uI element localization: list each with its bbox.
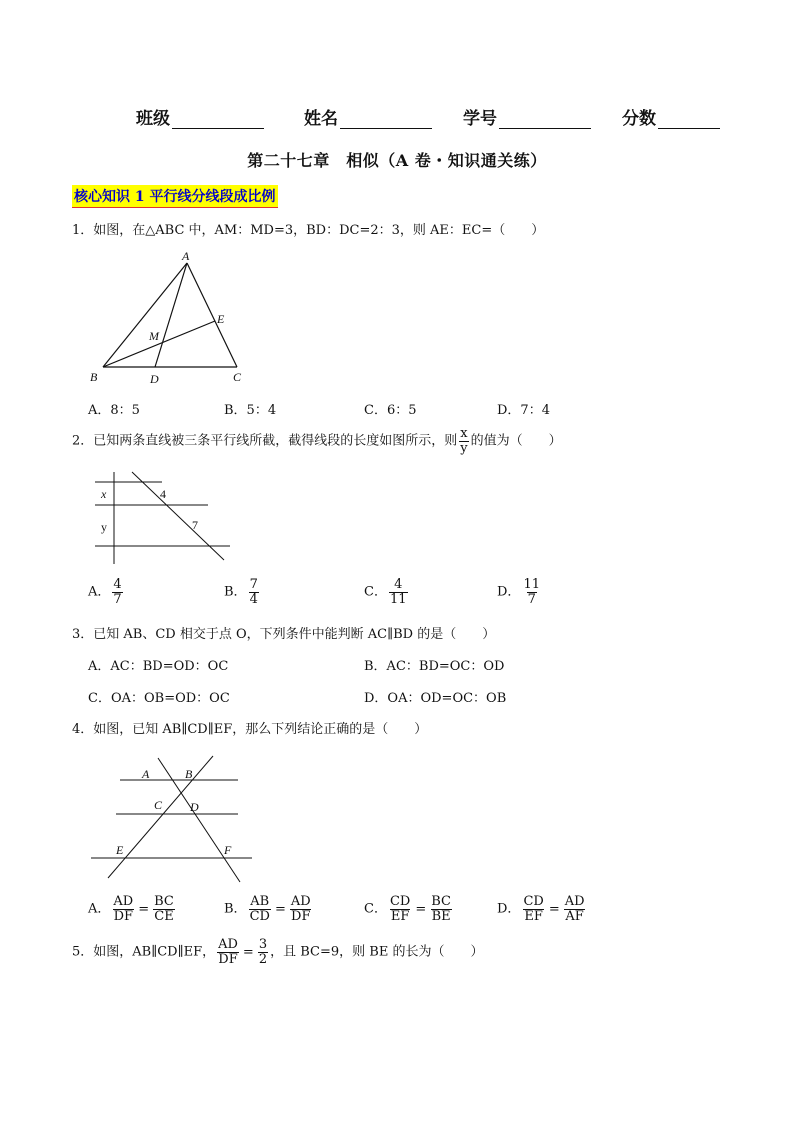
- q2-label-x: x: [101, 487, 107, 501]
- q5-text: [72, 938, 483, 966]
- q2-text: [72, 427, 562, 455]
- q2-option-d[interactable]: [497, 578, 543, 606]
- q4-option-d-letter: D．: [497, 901, 521, 917]
- q4-a-eq: =: [138, 901, 150, 917]
- q1-label-d: D: [150, 372, 159, 386]
- q1-option-b[interactable]: B．5：4: [224, 403, 277, 418]
- q2-frac-den: y: [460, 440, 468, 456]
- q1-figure: [85, 245, 260, 390]
- q4-label-d: D: [190, 800, 199, 814]
- score-label: 分数: [622, 109, 656, 129]
- q2-option-d-letter: D．: [497, 584, 521, 600]
- q2-option-a[interactable]: [88, 578, 125, 606]
- q5-f1-num: AD: [218, 937, 238, 952]
- q4-b-d2: DF: [291, 908, 311, 924]
- q2-text-after: 的值为（ ）: [470, 433, 562, 449]
- q4-a-d1: DF: [113, 908, 134, 924]
- q5-f2-num: 3: [258, 937, 268, 952]
- q4-d-n2: AD: [564, 894, 585, 909]
- q4-a-d2: CE: [154, 908, 174, 924]
- q2-option-a-den: 7: [113, 591, 122, 607]
- q4-option-d[interactable]: [497, 895, 588, 923]
- q4-label-c: C: [154, 798, 163, 812]
- q5-f2-den: 2: [258, 951, 268, 967]
- q4-option-b[interactable]: [224, 895, 314, 923]
- q4-d-d2: AF: [565, 908, 584, 924]
- q1-label-b: B: [90, 370, 98, 384]
- q2-option-b-den: 4: [249, 591, 258, 607]
- id-label: 学号: [463, 109, 497, 129]
- q2-option-c-letter: C．: [364, 584, 387, 600]
- q4-figure: [88, 748, 258, 888]
- q2-frac-num: x: [460, 426, 468, 441]
- q1-side-ab: [103, 263, 187, 367]
- q5-f1-den: DF: [218, 951, 238, 967]
- q2-label-7: 7: [192, 518, 198, 532]
- q1-option-c[interactable]: C．6：5: [364, 403, 417, 418]
- id-blank[interactable]: [499, 110, 591, 129]
- q2-option-c-num: 4: [394, 577, 403, 592]
- q2-text-before: 2．已知两条直线被三条平行线所截，截得线段的长度如图所示，则: [72, 433, 458, 449]
- q2-option-d-num: 11: [523, 577, 540, 592]
- q2-transversal-slanted: [132, 472, 224, 560]
- q4-c-n2: BC: [431, 894, 451, 909]
- q2-option-c[interactable]: [364, 578, 410, 606]
- q4-text: 4．如图，已知 AB∥CD∥EF，那么下列结论正确的是（ ）: [72, 722, 428, 737]
- q2-option-d-den: 7: [527, 591, 536, 607]
- q4-option-c[interactable]: [364, 895, 454, 923]
- q3-option-b[interactable]: B．AC：BD=OC：OD: [364, 659, 505, 674]
- q5-text-after: ，且 BC=9，则 BE 的长为（ ）: [270, 944, 484, 960]
- q4-option-c-letter: C．: [364, 901, 387, 917]
- score-field: [622, 104, 720, 129]
- q4-transversal-af: [158, 758, 240, 882]
- q1-segment-be: [103, 321, 215, 367]
- q2-option-a-letter: A．: [88, 584, 111, 600]
- class-field: [136, 104, 264, 129]
- id-field: [463, 104, 591, 129]
- page-title: 第二十七章 相似（A 卷・知识通关练）: [247, 151, 547, 170]
- q5-eq: =: [242, 944, 254, 960]
- q3-option-a[interactable]: A．AC：BD=OD：OC: [88, 659, 229, 674]
- q3-text: 3．已知 AB、CD 相交于点 O，下列条件中能判断 AC∥BD 的是（ ）: [72, 627, 496, 642]
- section-heading: 核心知识 1 平行线分线段成比例: [72, 185, 278, 208]
- q4-c-d2: BE: [431, 908, 451, 924]
- q4-b-eq: =: [274, 901, 286, 917]
- q2-option-a-num: 4: [113, 577, 122, 592]
- score-blank[interactable]: [658, 110, 720, 129]
- q3-option-c[interactable]: C．OA：OB=OD：OC: [88, 691, 230, 706]
- q1-label-e: E: [217, 312, 225, 326]
- q2-label-y: y: [101, 520, 107, 534]
- q2-figure: [90, 468, 240, 568]
- q1-side-ac: [187, 263, 237, 367]
- name-label: 姓名: [304, 109, 338, 129]
- header-row: [0, 104, 794, 130]
- q5-text-before: 5．如图，AB∥CD∥EF，: [72, 944, 216, 960]
- q1-option-d[interactable]: D．7：4: [497, 403, 550, 418]
- q4-b-n2: AD: [290, 894, 311, 909]
- name-field: [304, 104, 432, 129]
- q4-b-n1: AB: [250, 894, 270, 909]
- q4-label-e: E: [116, 843, 124, 857]
- q2-option-c-den: 11: [389, 591, 407, 607]
- q2-option-b-letter: B．: [224, 584, 247, 600]
- q1-text: 1．如图，在△ABC 中，AM：MD=3，BD：DC=2：3，则 AE：EC=（ ）: [72, 223, 545, 238]
- q2-label-4: 4: [160, 487, 166, 501]
- q4-b-d1: CD: [249, 908, 270, 924]
- q4-c-d1: EF: [390, 908, 410, 924]
- q4-label-b: B: [185, 767, 193, 781]
- q4-label-a: A: [142, 767, 150, 781]
- q4-a-n1: AD: [113, 894, 134, 909]
- q1-segment-ad: [155, 263, 187, 367]
- q1-label-m: M: [149, 329, 159, 343]
- q3-option-d[interactable]: D．OA：OD=OC：OB: [364, 691, 507, 706]
- q1-label-a: A: [182, 249, 190, 263]
- q4-a-n2: BC: [154, 894, 174, 909]
- q4-d-d1: EF: [524, 908, 543, 924]
- q2-option-b[interactable]: [224, 578, 261, 606]
- q1-option-a[interactable]: A．8：5: [88, 403, 140, 418]
- q4-option-a[interactable]: [88, 895, 177, 923]
- q4-option-a-letter: A．: [88, 901, 111, 917]
- q4-d-eq: =: [548, 901, 560, 917]
- class-blank[interactable]: [172, 110, 264, 129]
- q2-fraction-x-y: [459, 427, 468, 455]
- q4-c-n1: CD: [389, 894, 411, 909]
- q4-c-eq: =: [415, 901, 427, 917]
- class-label: 班级: [136, 109, 170, 129]
- q4-d-n1: CD: [523, 894, 544, 909]
- q1-label-c: C: [233, 370, 242, 384]
- q4-option-b-letter: B．: [224, 901, 247, 917]
- name-blank[interactable]: [340, 110, 432, 129]
- q4-label-f: F: [224, 843, 232, 857]
- q2-option-b-num: 7: [249, 577, 258, 592]
